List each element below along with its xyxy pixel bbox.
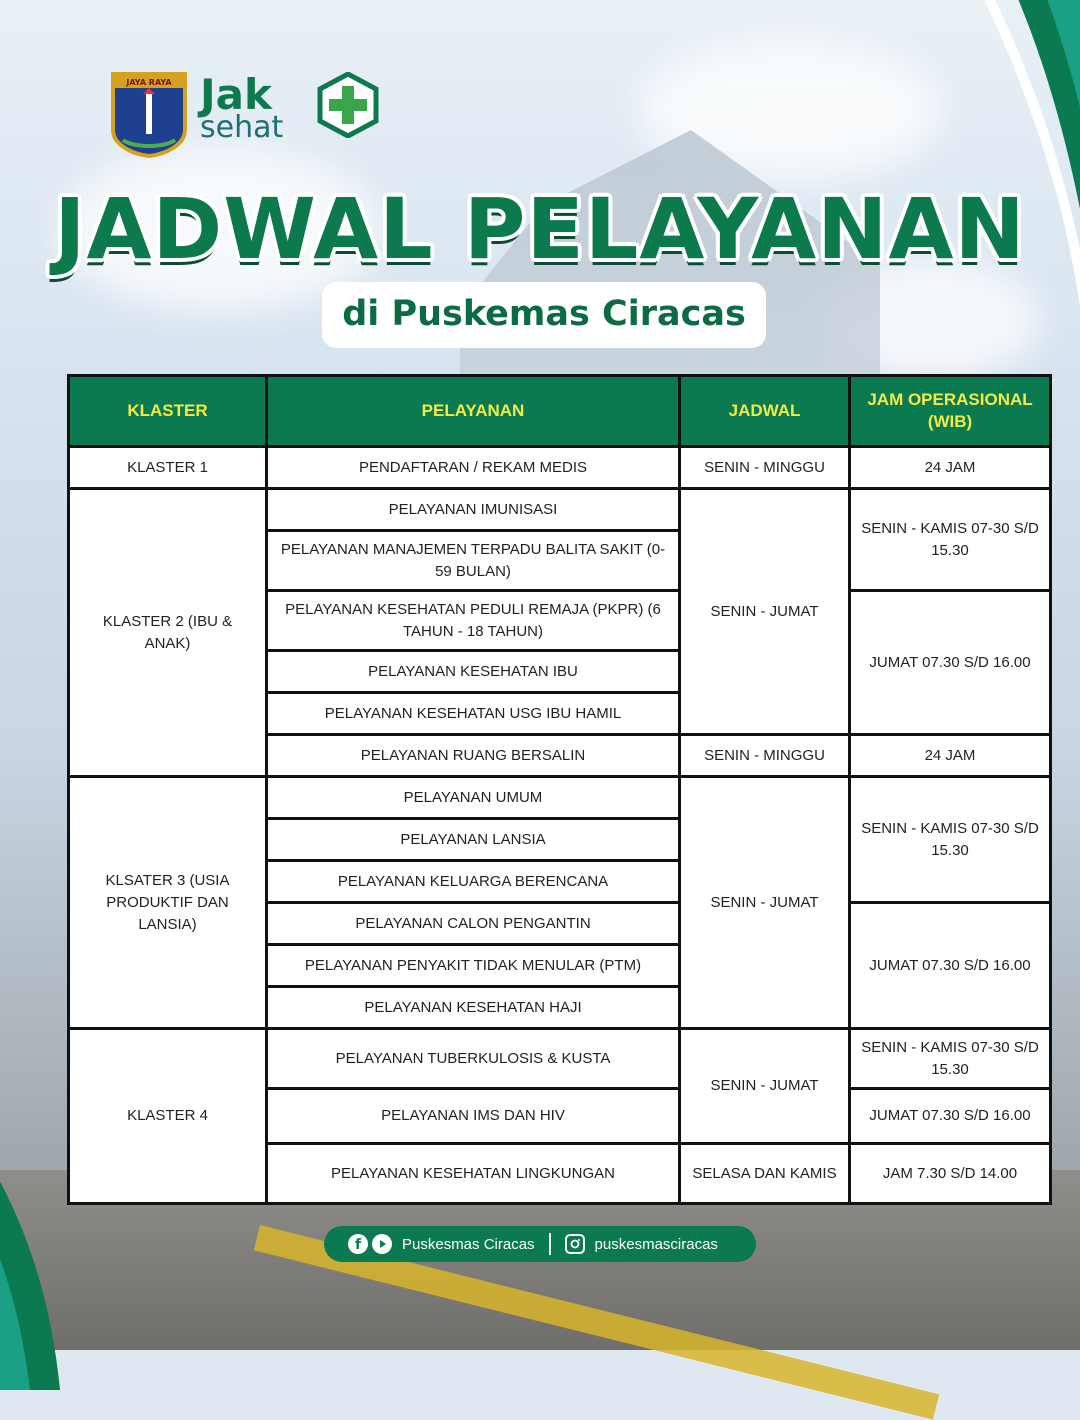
jadwal-cell: SENIN - JUMAT: [680, 1029, 850, 1144]
svg-text:f: f: [354, 1237, 362, 1253]
jam-cell: SENIN - KAMIS 07-30 S/D 15.30: [850, 777, 1051, 903]
pelayanan-cell: PELAYANAN RUANG BERSALIN: [267, 735, 680, 777]
instagram-icon[interactable]: [565, 1234, 585, 1254]
pelayanan-cell: PELAYANAN UMUM: [267, 777, 680, 819]
pelayanan-cell: PELAYANAN IMUNISASI: [267, 489, 680, 531]
table-row: [69, 447, 1051, 489]
schedule-table: [67, 374, 1052, 1205]
pelayanan-cell: PELAYANAN KESEHATAN HAJI: [267, 987, 680, 1029]
facebook-account-name[interactable]: Puskesmas Ciracas: [402, 1235, 535, 1253]
header-klaster: KLASTER: [69, 376, 267, 447]
klaster-cell: KLSATER 3 (USIA PRODUKTIF DAN LANSIA): [69, 777, 267, 1029]
youtube-icon[interactable]: [372, 1234, 392, 1254]
pelayanan-cell: PELAYANAN KESEHATAN USG IBU HAMIL: [267, 693, 680, 735]
jam-cell: SENIN - KAMIS 07-30 S/D 15.30: [850, 1029, 1051, 1089]
pelayanan-cell: PELAYANAN IMS DAN HIV: [267, 1089, 680, 1144]
pelayanan-cell: PELAYANAN KESEHATAN PEDULI REMAJA (PKPR) (6 TAHUN - 18 TAHUN): [267, 591, 680, 651]
jaya-raya-crest-logo: [109, 70, 189, 158]
jadwal-cell: SENIN - JUMAT: [680, 489, 850, 735]
jam-cell: JUMAT 07.30 S/D 16.00: [850, 591, 1051, 735]
header-pelayanan: PELAYANAN: [267, 376, 680, 447]
page-title: JADWAL PELAYANAN: [54, 180, 1026, 278]
pelayanan-cell: PELAYANAN PENYAKIT TIDAK MENULAR (PTM): [267, 945, 680, 987]
pelayanan-cell: PELAYANAN TUBERKULOSIS & KUSTA: [267, 1029, 680, 1089]
jadwal-cell: SENIN - MINGGU: [680, 447, 850, 489]
klaster-cell: KLASTER 4: [69, 1029, 267, 1204]
pelayanan-cell: PELAYANAN MANAJEMEN TERPADU BALITA SAKIT (0- 59 BULAN): [267, 531, 680, 591]
jadwal-cell: SENIN - JUMAT: [680, 777, 850, 1029]
pelayanan-cell: PELAYANAN LANSIA: [267, 819, 680, 861]
pelayanan-cell: PELAYANAN KESEHATAN LINGKUNGAN: [267, 1144, 680, 1204]
jam-cell: JAM 7.30 S/D 14.00: [850, 1144, 1051, 1204]
jam-cell: 24 JAM: [850, 447, 1051, 489]
klaster-cell: KLASTER 1: [69, 447, 267, 489]
jam-cell: SENIN - KAMIS 07-30 S/D 15.30: [850, 489, 1051, 591]
pelayanan-cell: PELAYANAN KELUARGA BERENCANA: [267, 861, 680, 903]
facebook-icon[interactable]: [348, 1234, 368, 1254]
jaksehat-logo-line1: Jak: [200, 70, 272, 119]
jam-cell: JUMAT 07.30 S/D 16.00: [850, 903, 1051, 1029]
instagram-handle[interactable]: puskesmasciracas: [594, 1235, 718, 1253]
footer-divider: [549, 1233, 551, 1255]
jam-cell: JUMAT 07.30 S/D 16.00: [850, 1089, 1051, 1144]
table-row: [69, 1029, 1051, 1089]
table-row: [69, 777, 1051, 819]
jaksehat-logo-line2: sehat: [200, 110, 284, 145]
crest-text: JAYA RAYA: [126, 78, 172, 87]
pelayanan-cell: PENDAFTARAN / REKAM MEDIS: [267, 447, 680, 489]
jadwal-cell: SENIN - MINGGU: [680, 735, 850, 777]
header-jam-operasional: JAM OPERASIONAL (WIB): [850, 376, 1051, 447]
social-footer: [324, 1226, 756, 1262]
pelayanan-cell: PELAYANAN CALON PENGANTIN: [267, 903, 680, 945]
cross-logo-icon: [315, 72, 381, 138]
jadwal-cell: SELASA DAN KAMIS: [680, 1144, 850, 1204]
klaster-cell: KLASTER 2 (IBU & ANAK): [69, 489, 267, 777]
pelayanan-cell: PELAYANAN KESEHATAN IBU: [267, 651, 680, 693]
jaksehat-logo: [200, 70, 284, 145]
jam-cell: 24 JAM: [850, 735, 1051, 777]
page-subtitle: di Puskemas Ciracas: [322, 282, 766, 348]
table-header-row: [69, 376, 1051, 447]
header-jadwal: JADWAL: [680, 376, 850, 447]
table-row: [69, 489, 1051, 531]
